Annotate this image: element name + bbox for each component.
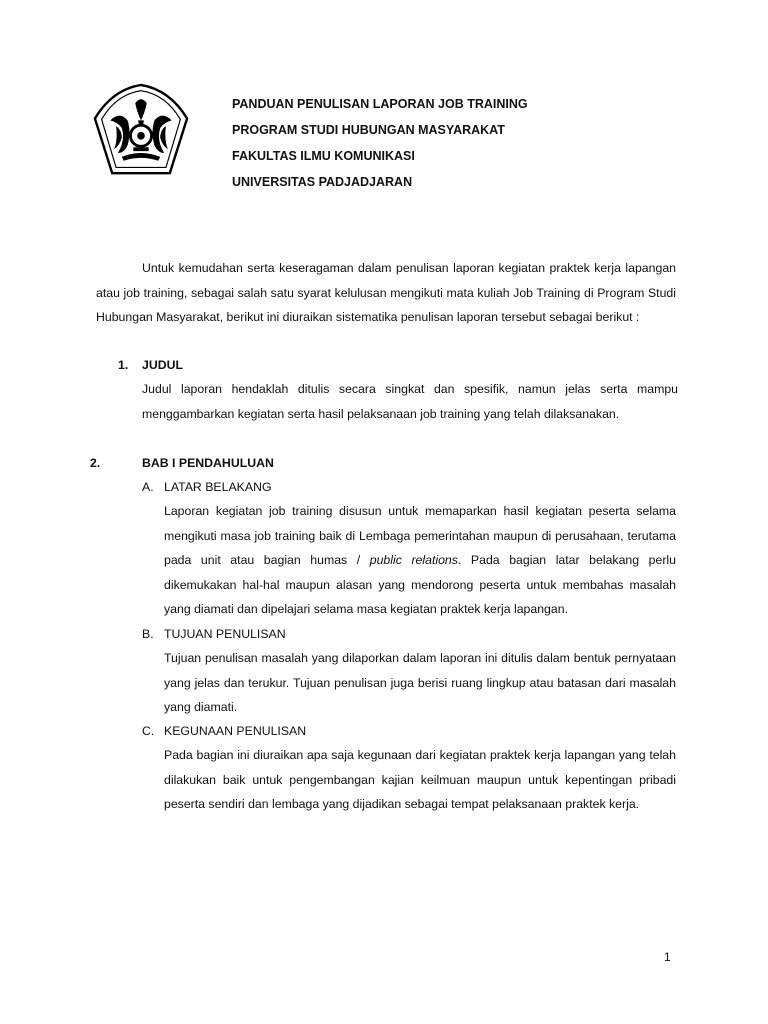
subsection-b-title: TUJUAN PENULISAN bbox=[164, 627, 286, 641]
subsection-c-body: Pada bagian ini diuraikan apa saja kegunaan dari kegiatan praktek kerja lapangan yang telah dilakukan baik untuk pengembangan kajian keilmuan maupun untuk kepentingan pribadi peserta sendiri dan lembaga yang dijadikan sebagai tempat pelaksanaan praktek kerja. bbox=[164, 748, 676, 811]
subsection-b-letter: B. bbox=[142, 627, 154, 641]
section1-body: Judul laporan hendaklah ditulis secara singkat dan spesifik, namun jelas serta mampu menggambarkan kegiatan serta hasil pelaksanaan job training yang telah dilaksanakan. bbox=[142, 382, 678, 421]
section2-number: 2. bbox=[90, 456, 101, 470]
subsection-a-letter: A. bbox=[142, 480, 154, 494]
intro-paragraph: Untuk kemudahan serta keseragaman dalam penulisan laporan kegiatan praktek kerja lapangan atau job training, sebagai salah satu syarat kelulusan mengikuti mata kuliah Job Training di Program Studi Hubungan Masyarakat, berikut ini diuraikan sistematika penulisan laporan tersebut sebagai berikut : bbox=[96, 261, 676, 324]
section2-title: BAB I PENDAHULUAN bbox=[142, 456, 274, 470]
section1-title: JUDUL bbox=[142, 358, 183, 372]
university-logo bbox=[92, 82, 190, 178]
subsection-a-body-text: Laporan kegiatan job training disusun untuk memaparkan hasil kegiatan peserta selama mengikuti masa job training baik di Lembaga pemerintahan maupun di perusahaan, terutama pada unit atau bagian humas / bbox=[164, 504, 676, 567]
subsection-a-body bbox=[164, 499, 676, 622]
page-number: 1 bbox=[664, 950, 671, 964]
subsection-c-letter: C. bbox=[142, 724, 155, 738]
header-university: UNIVERSITAS PADJADJARAN bbox=[232, 175, 413, 189]
subsection-a-body-italic: public relations bbox=[369, 553, 458, 567]
section1-number: 1. bbox=[118, 358, 129, 372]
header-faculty: FAKULTAS ILMU KOMUNIKASI bbox=[232, 149, 415, 163]
document-header bbox=[232, 96, 528, 200]
subsection-a-title: LATAR BELAKANG bbox=[164, 480, 272, 494]
header-title: PANDUAN PENULISAN LAPORAN JOB TRAINING bbox=[232, 97, 528, 111]
subsection-c-title: KEGUNAAN PENULISAN bbox=[164, 724, 307, 738]
subsection-a-body-rest: . Pada bagian latar belakang perlu dikemukakan hal-hal maupun alasan yang mendorong peserta untuk membahas masalah yang diamati dan dipelajari selama masa kegiatan praktek kerja lapangan. bbox=[164, 553, 676, 616]
subsection-b-body: Tujuan penulisan masalah yang dilaporkan dalam laporan ini ditulis dalam bentuk pernyataan yang jelas dan terukur. Tujuan penulisan juga berisi ruang lingkup atau batasan dari masalah yang diamati. bbox=[164, 651, 676, 714]
header-program: PROGRAM STUDI HUBUNGAN MASYARAKAT bbox=[232, 123, 505, 137]
